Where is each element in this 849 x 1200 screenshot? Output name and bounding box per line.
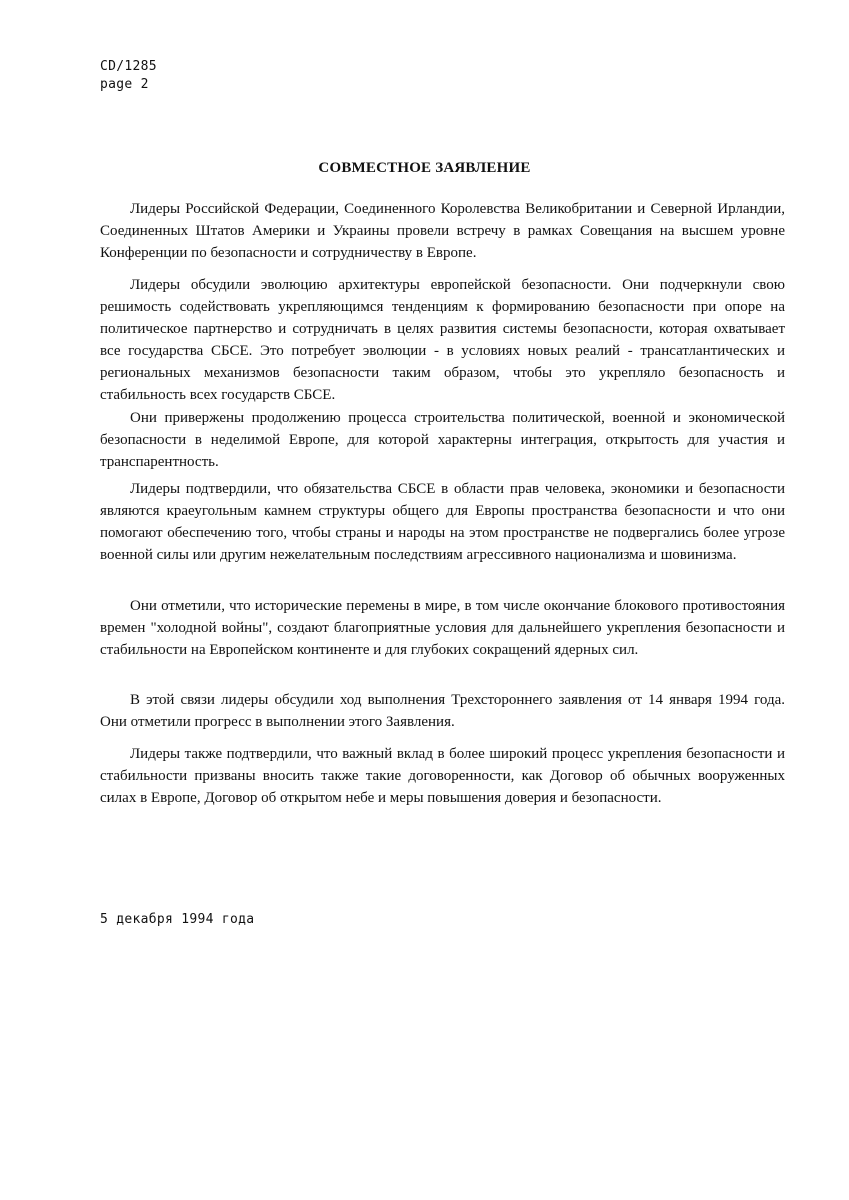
paragraph-5: Они отметили, что исторические перемены в мире, в том числе окончание блокового противостояния времен "холодной войны", создают благоприятные условия для дальнейшего укрепления безопасности и стабильности на Европейском континенте и для глубоких сокращений ядерных сил. xyxy=(100,598,785,658)
document-header xyxy=(100,58,157,94)
paragraph-4: Лидеры подтвердили, что обязательства СБСЕ в области прав человека, экономики и безопасности являются краеугольным камнем структуры общего для Европы пространства безопасности и что они помогают обеспечению того, чтобы страны и народы на этом пространстве не подвергались более угрозе военной силы или другим нежелательным последствиям агрессивного национализма и шовинизма. xyxy=(100,481,785,563)
paragraph-2: Лидеры обсудили эволюцию архитектуры европейской безопасности. Они подчеркнули свою решимость содействовать укрепляющимся тенденциям к формированию безопасности при опоре на политическое партнерство и сотрудничать в целях развития системы безопасности, которая охватывает все государства СБСЕ. Это потребует эволюции - в условиях новых реалий - трансатлантических и региональных механизмов безопасности таким образом, чтобы это укрепляло безопасность и стабильность всех государств СБСЕ. xyxy=(100,277,785,403)
document-date: 5 декабря 1994 года xyxy=(100,912,255,927)
paragraph-6: В этой связи лидеры обсудили ход выполнения Трехстороннего заявления от 14 января 1994 года. Они отметили прогресс в выполнении этого Заявления. xyxy=(100,692,785,730)
document-title: СОВМЕСТНОЕ ЗАЯВЛЕНИЕ xyxy=(318,160,531,176)
paragraph-3: Они привержены продолжению процесса строительства политической, военной и экономической безопасности в неделимой Европе, для которой характерны интеграция, открытость для участия и транспарентность. xyxy=(100,410,785,470)
paragraph-1: Лидеры Российской Федерации, Соединенного Королевства Великобритании и Северной Ирландии, Соединенных Штатов Америки и Украины провели встречу в рамках Совещания на высшем уровне Конференции по безопасности и сотрудничеству в Европе. xyxy=(100,201,785,261)
paragraph-7: Лидеры также подтвердили, что важный вклад в более широкий процесс укрепления безопасности и стабильности призваны вносить также такие договоренности, как Договор об обычных вооруженных силах в Европе, Договор об открытом небе и меры повышения доверия и безопасности. xyxy=(100,746,785,806)
page-number: page 2 xyxy=(100,77,149,92)
document-symbol: CD/1285 xyxy=(100,59,157,74)
